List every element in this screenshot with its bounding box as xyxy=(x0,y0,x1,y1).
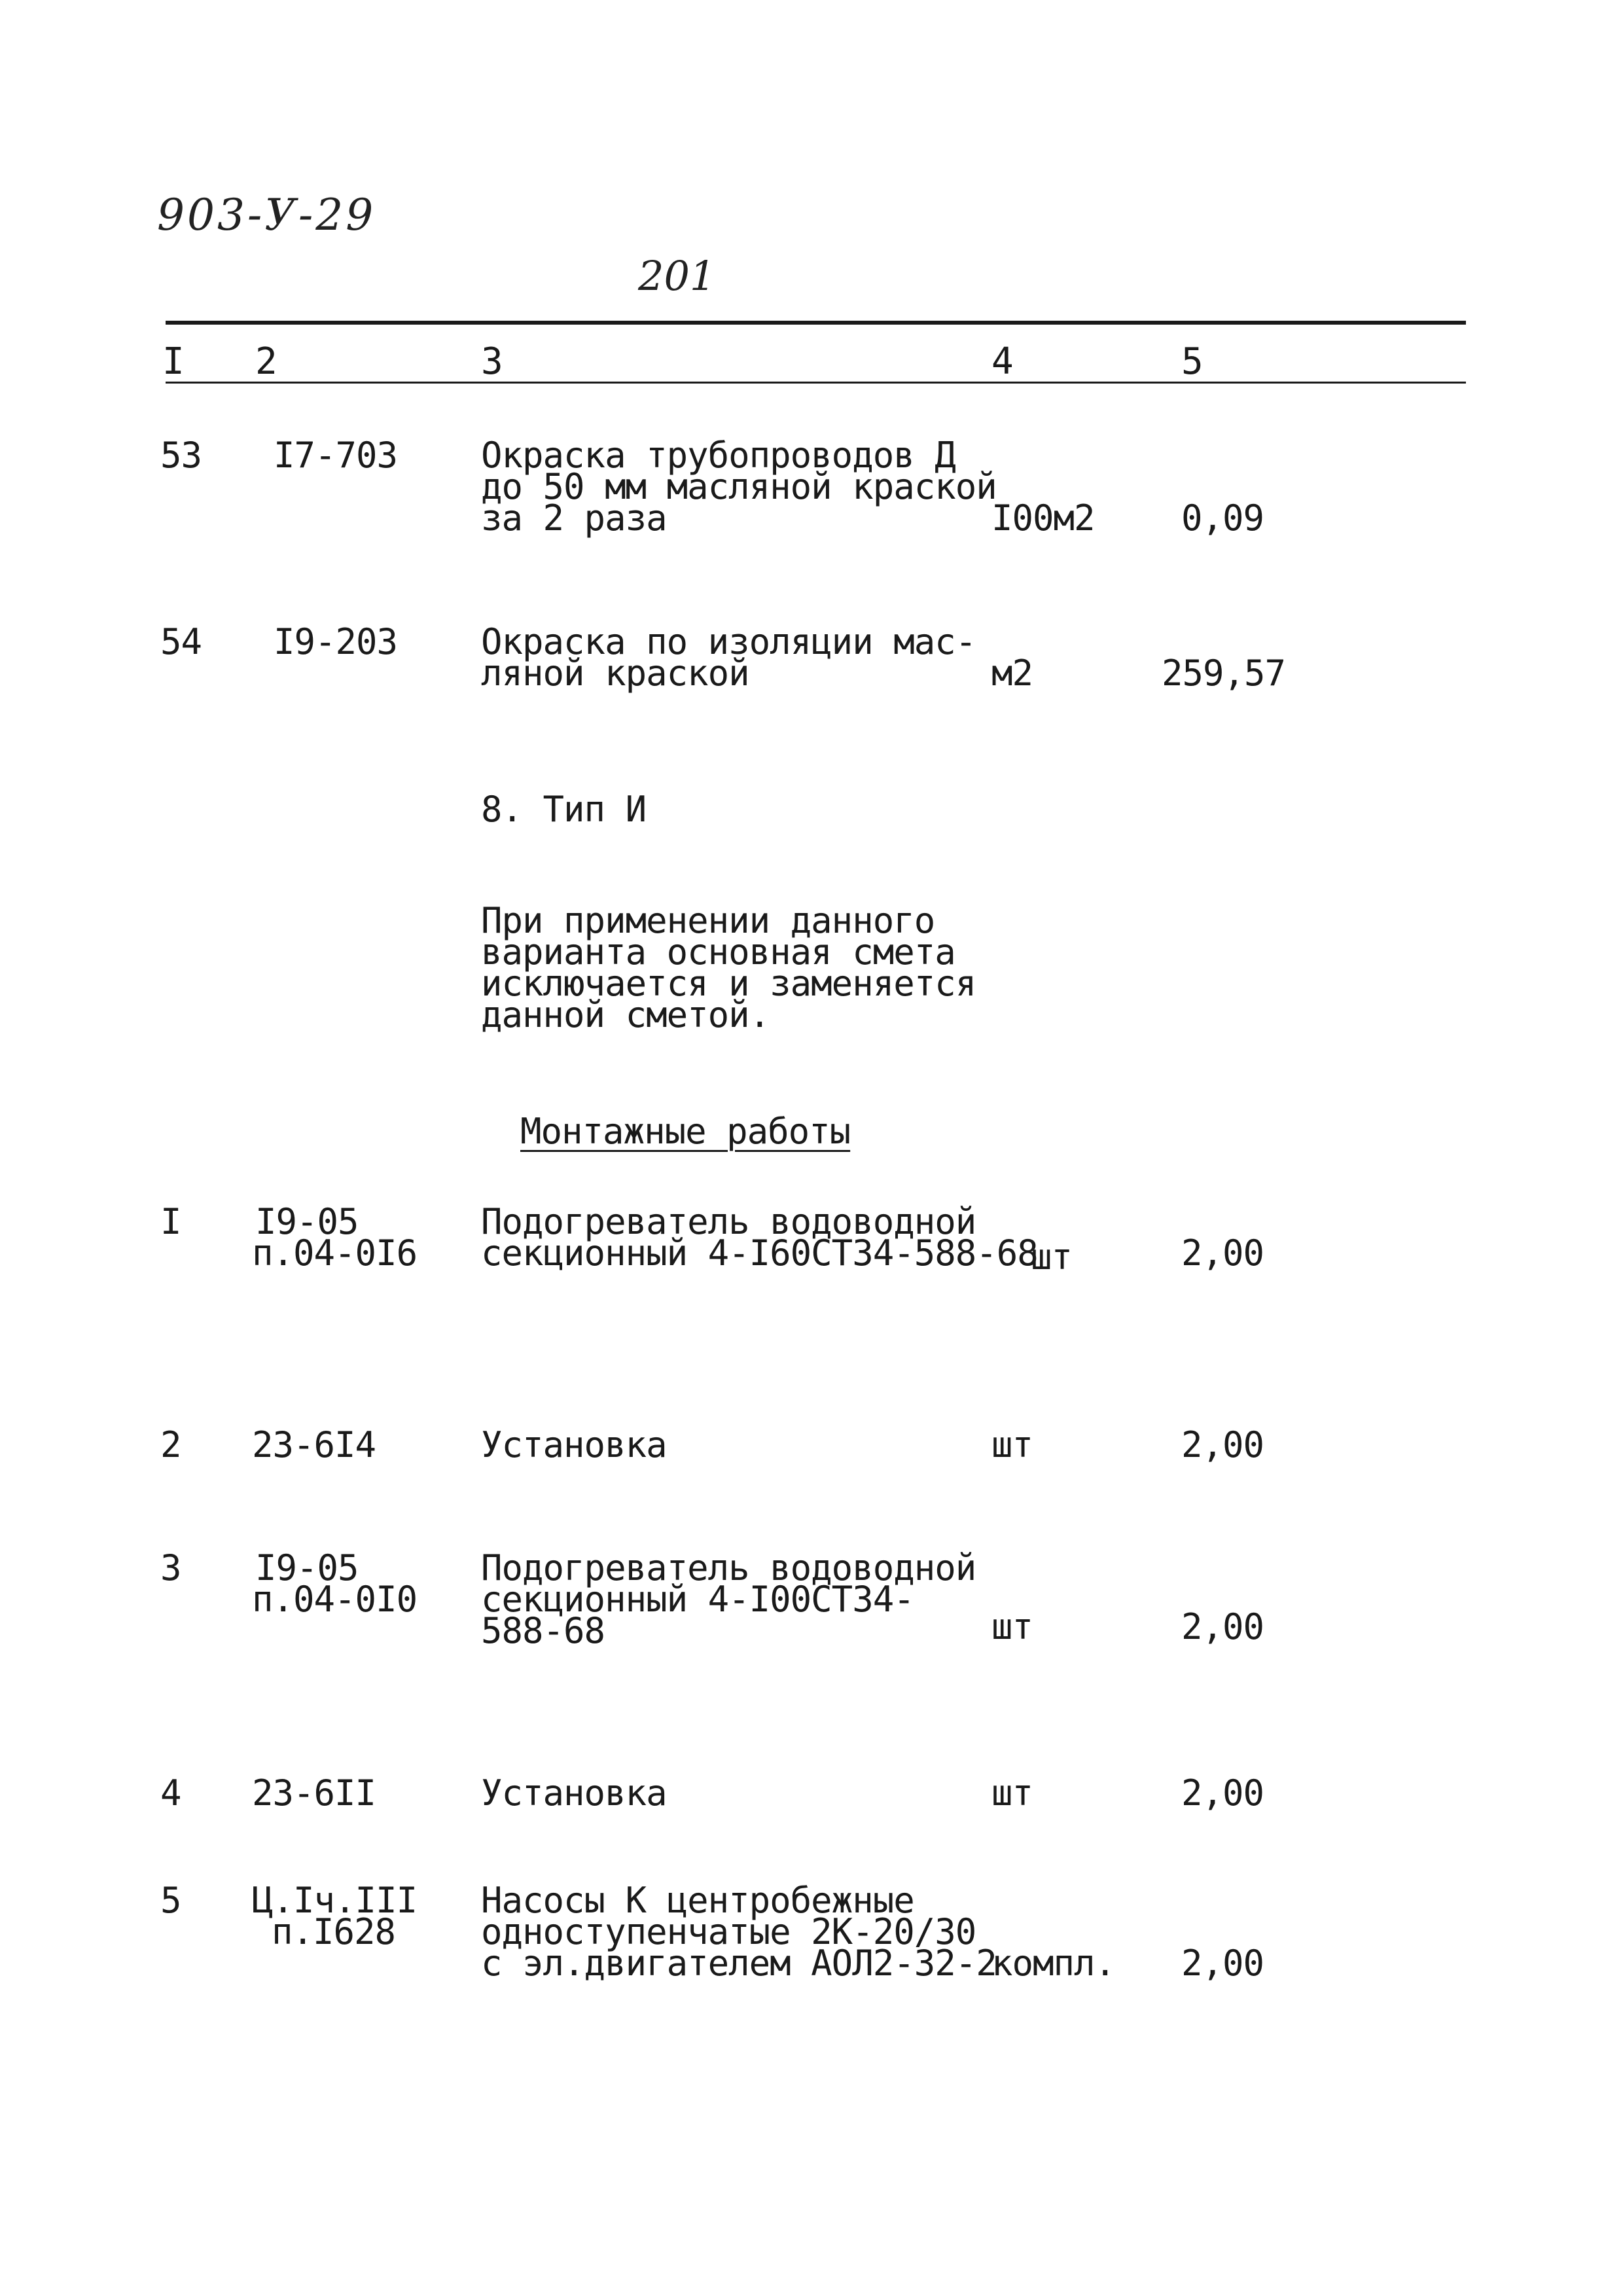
row-code: 23-6I4 xyxy=(252,1424,376,1465)
row-quantity: 2,00 xyxy=(1181,1943,1264,1984)
row-code: I9-203 xyxy=(274,621,398,662)
row-quantity: 2,00 xyxy=(1181,1606,1264,1647)
row-code: п.04-0I0 xyxy=(252,1579,418,1620)
row-quantity: 2,00 xyxy=(1181,1424,1264,1465)
row-description-line: Насосы К центробежные xyxy=(481,1880,914,1921)
row-quantity: 259,57 xyxy=(1162,653,1286,694)
column-header-2: 2 xyxy=(255,340,277,383)
column-header-5: 5 xyxy=(1181,340,1204,383)
row-description-line: до 50 мм масляной краской xyxy=(481,466,997,507)
row-code: п.04-0I6 xyxy=(252,1232,418,1274)
row-description-line: секционный 4-I60СТ34-588-68 xyxy=(481,1232,1038,1274)
row-unit: шт xyxy=(991,1424,1033,1465)
row-description-line: Установка xyxy=(481,1424,667,1465)
section-note-line: данной сметой. xyxy=(481,994,770,1035)
row-unit: шт xyxy=(991,1606,1033,1647)
row-number: 2 xyxy=(160,1424,181,1465)
row-description-line: Установка xyxy=(481,1772,667,1814)
row-number: 5 xyxy=(160,1880,181,1921)
row-description-line: Окраска трубопроводов Д xyxy=(481,435,955,476)
row-unit: шт xyxy=(1031,1236,1073,1278)
section-subheading: Монтажные работы xyxy=(520,1111,851,1152)
table-header-rule xyxy=(166,382,1466,384)
row-description-line: за 2 раза xyxy=(481,497,667,539)
row-number: 3 xyxy=(160,1547,181,1588)
section-note-line: исключается и заменяется xyxy=(481,963,976,1004)
section-title: 8. Тип И xyxy=(481,789,647,830)
column-header-1: I xyxy=(162,340,185,383)
row-code: I9-05 xyxy=(255,1201,359,1242)
row-number: 53 xyxy=(160,435,202,476)
table-top-rule xyxy=(166,321,1466,325)
row-unit: I00м2 xyxy=(991,497,1095,539)
row-code: I9-05 xyxy=(255,1547,359,1588)
row-code: 23-6II xyxy=(252,1772,376,1814)
row-quantity: 0,09 xyxy=(1181,497,1264,539)
row-description-line: ляной краской xyxy=(481,653,749,694)
column-header-4: 4 xyxy=(991,340,1014,383)
row-description-line: Подогреватель водоводной xyxy=(481,1201,976,1242)
column-header-3: 3 xyxy=(481,340,503,383)
row-description-line: секционный 4-I00СТ34- xyxy=(481,1579,914,1620)
row-code: Ц.Iч.III xyxy=(252,1880,418,1921)
section-note-line: При применении данного xyxy=(481,900,935,941)
row-unit: м2 xyxy=(991,653,1033,694)
row-description-line: Подогреватель водоводной xyxy=(481,1547,976,1588)
row-number: I xyxy=(160,1201,181,1242)
row-quantity: 2,00 xyxy=(1181,1772,1264,1814)
document-code: 903-У-29 xyxy=(157,190,376,240)
row-description-line: одноступенчатые 2К-20/30 xyxy=(481,1911,976,1952)
row-description-line: 588-68 xyxy=(481,1610,605,1651)
row-quantity: 2,00 xyxy=(1181,1232,1264,1274)
row-code: I7-703 xyxy=(274,435,398,476)
row-description-line: Окраска по изоляции мас- xyxy=(481,621,976,662)
row-unit: компл. xyxy=(991,1943,1116,1984)
row-description-line: с эл.двигателем АОЛ2-32-2 xyxy=(481,1943,997,1984)
row-number: 4 xyxy=(160,1772,181,1814)
row-number: 54 xyxy=(160,621,202,662)
row-code: п.I628 xyxy=(272,1911,396,1952)
page-number: 201 xyxy=(638,252,716,300)
row-unit: шт xyxy=(991,1772,1033,1814)
section-note-line: варианта основная смета xyxy=(481,931,955,973)
